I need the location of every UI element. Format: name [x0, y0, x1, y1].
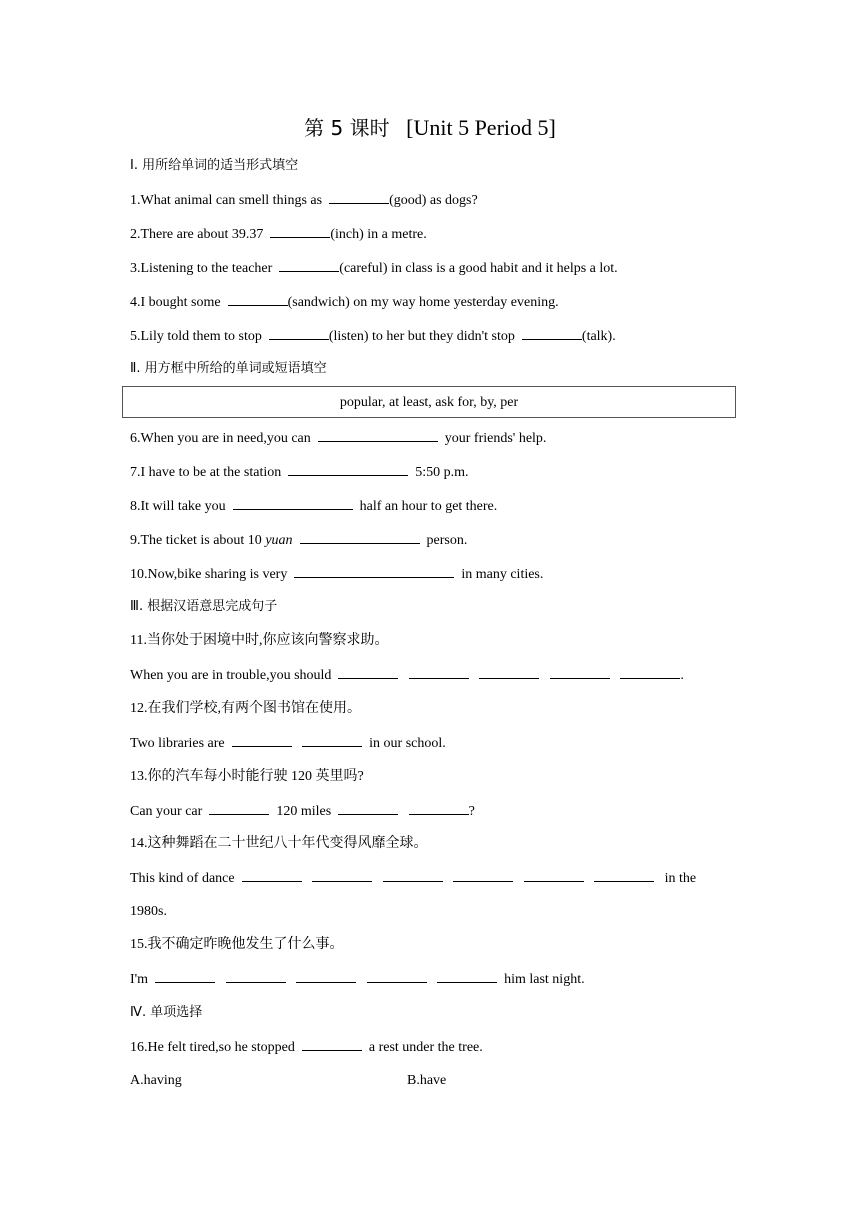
question-5: 5.Lily told them to stop (listen) to her but they didn't stop (talk). [130, 329, 616, 344]
unit-label: [Unit 5 Period 5] [406, 115, 556, 140]
answer-blank[interactable] [300, 531, 420, 544]
answer-blank[interactable] [522, 327, 582, 340]
question-14: This kind of dance in the [130, 871, 697, 886]
answer-blank[interactable] [383, 869, 443, 882]
answer-blank[interactable] [209, 802, 269, 815]
question-13: Can your car 120 miles ? [130, 804, 475, 819]
section-1-heading: Ⅰ. 用所给单词的适当形式填空 [130, 158, 299, 173]
answer-blank[interactable] [409, 802, 469, 815]
answer-blank[interactable] [233, 497, 353, 510]
answer-blank[interactable] [338, 666, 398, 679]
question-12: Two libraries are in our school. [130, 736, 446, 751]
answer-blank[interactable] [329, 191, 389, 204]
question-9: 9.The ticket is about 10 yuan person. [130, 533, 468, 548]
word-box: popular, at least, ask for, by, per [122, 386, 736, 418]
question-16: 16.He felt tired,so he stopped a rest under the tree. [130, 1040, 483, 1055]
question-10: 10.Now,bike sharing is very in many cities. [130, 567, 544, 582]
answer-blank[interactable] [453, 869, 513, 882]
question-3: 3.Listening to the teacher (careful) in class is a good habit and it helps a lot. [130, 261, 618, 276]
answer-blank[interactable] [232, 734, 292, 747]
answer-blank[interactable] [524, 869, 584, 882]
question-14-chinese: 14.这种舞蹈在二十世纪八十年代变得风靡全球。 [130, 836, 428, 851]
question-15: I'm him last night. [130, 972, 585, 987]
question-14-continuation: 1980s. [130, 904, 167, 919]
option-b[interactable]: B.have [407, 1073, 447, 1088]
answer-blank[interactable] [155, 970, 215, 983]
answer-blank[interactable] [269, 327, 329, 340]
answer-blank[interactable] [479, 666, 539, 679]
answer-blank[interactable] [318, 429, 438, 442]
question-6: 6.When you are in need,you can your friends' help. [130, 431, 547, 446]
answer-blank[interactable] [620, 666, 680, 679]
answer-blank[interactable] [367, 970, 427, 983]
question-1: 1.What animal can smell things as (good) as dogs? [130, 193, 478, 208]
section-3-heading: Ⅲ. 根据汉语意思完成句子 [130, 599, 278, 614]
page-title [0, 114, 860, 142]
answer-blank[interactable] [288, 463, 408, 476]
answer-blank[interactable] [409, 666, 469, 679]
question-2: 2.There are about 39.37 (inch) in a metre. [130, 227, 427, 242]
answer-blank[interactable] [594, 869, 654, 882]
question-13-chinese: 13.你的汽车每小时能行驶 120 英里吗? [130, 769, 364, 784]
answer-blank[interactable] [437, 970, 497, 983]
answer-blank[interactable] [294, 565, 454, 578]
answer-blank[interactable] [550, 666, 610, 679]
question-11-chinese: 11.当你处于困境中时,你应该向警察求助。 [130, 633, 389, 648]
section-2-heading: Ⅱ. 用方框中所给的单词或短语填空 [130, 361, 327, 376]
answer-blank[interactable] [242, 869, 302, 882]
question-8: 8.It will take you half an hour to get there. [130, 499, 498, 514]
answer-blank[interactable] [302, 1038, 362, 1051]
answer-blank[interactable] [279, 259, 339, 272]
answer-blank[interactable] [270, 225, 330, 238]
answer-blank[interactable] [226, 970, 286, 983]
question-7: 7.I have to be at the station 5:50 p.m. [130, 465, 469, 480]
question-11: When you are in trouble,you should . [130, 668, 684, 683]
section-4-heading: Ⅳ. 单项选择 [130, 1005, 203, 1020]
question-12-chinese: 12.在我们学校,有两个图书馆在使用。 [130, 701, 361, 716]
answer-blank[interactable] [302, 734, 362, 747]
lesson-label: 第 5 课时 [304, 116, 390, 140]
question-15-chinese: 15.我不确定昨晚他发生了什么事。 [130, 937, 344, 952]
answer-blank[interactable] [312, 869, 372, 882]
answer-blank[interactable] [338, 802, 398, 815]
answer-blank[interactable] [228, 293, 288, 306]
answer-blank[interactable] [296, 970, 356, 983]
option-a[interactable]: A.having [130, 1073, 182, 1088]
question-4: 4.I bought some (sandwich) on my way home yesterday evening. [130, 295, 559, 310]
